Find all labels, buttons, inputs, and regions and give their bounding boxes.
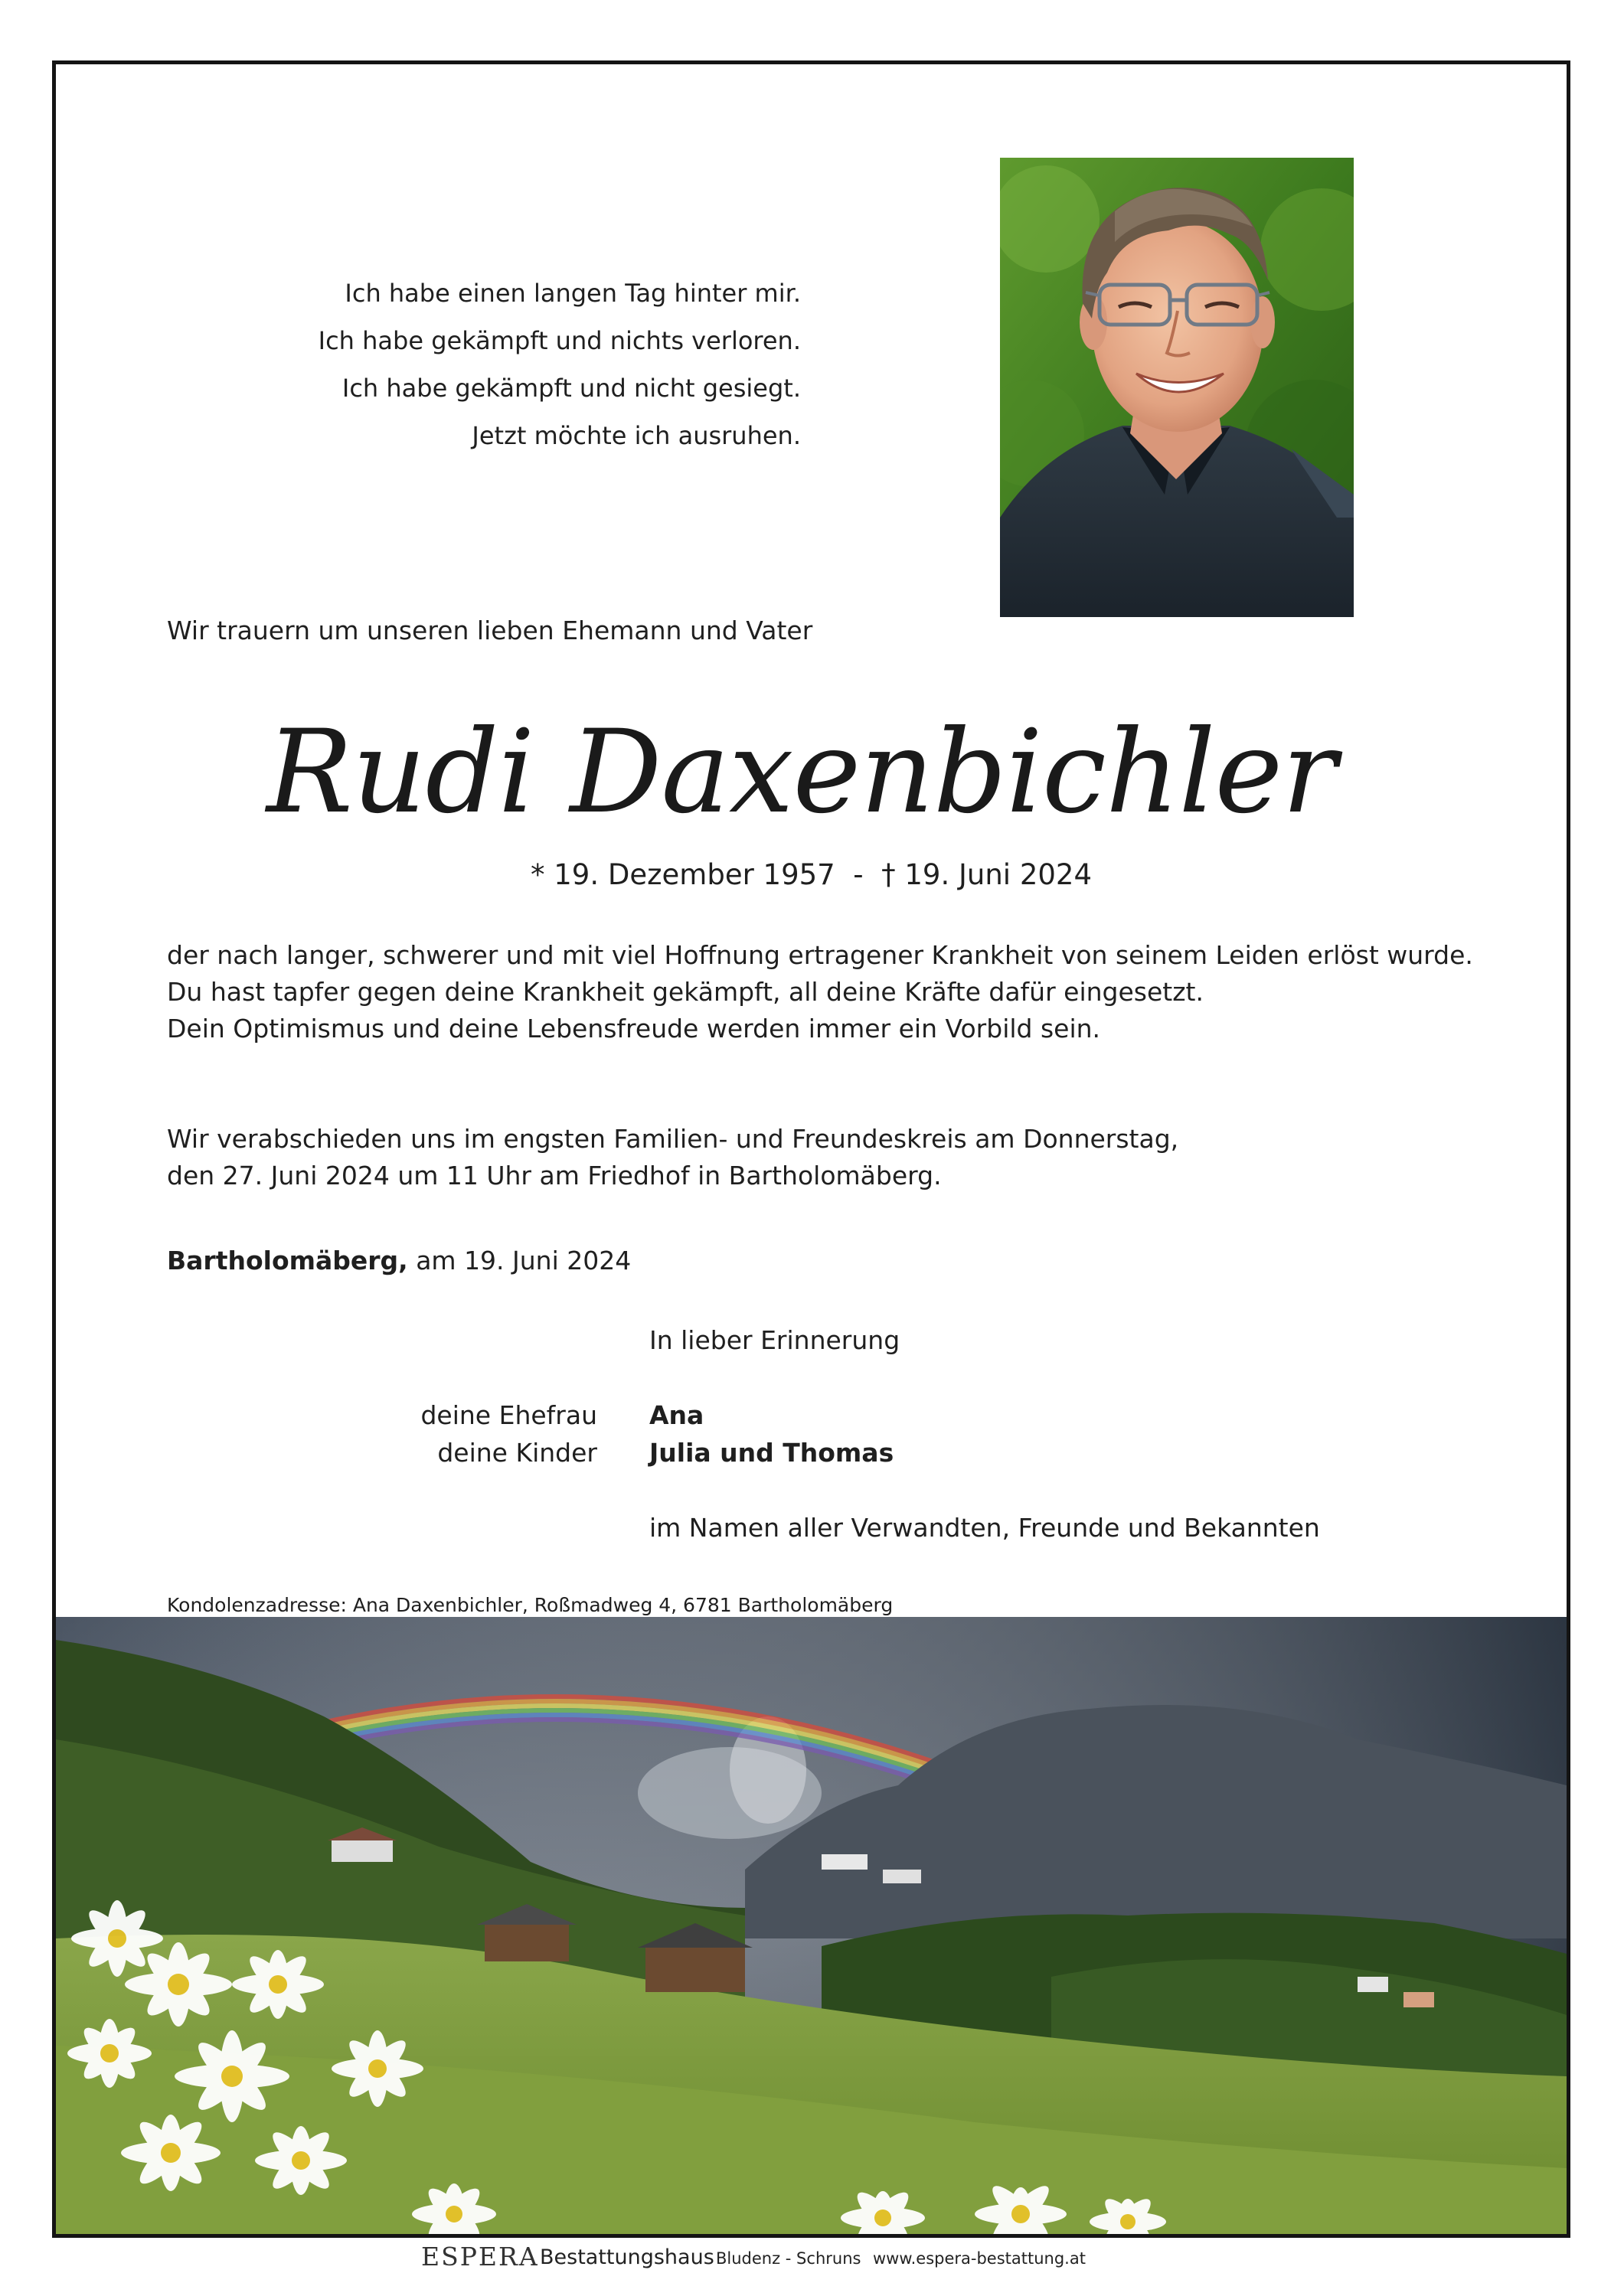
deceased-name: Rudi Daxenbichler [266, 706, 1336, 839]
paragraph-line: Du hast tapfer gegen deine Krankheit gekämpft, all deine Kräfte dafür eingesetzt. [167, 977, 1204, 1007]
family-note: im Namen aller Verwandten, Freunde und Bekannten [649, 1513, 1320, 1543]
place-date-line [167, 1246, 631, 1275]
relative-label-children: deine Kinder [437, 1438, 597, 1468]
brand-subtitle: Bestattungshaus [540, 2245, 714, 2269]
brand-website[interactable]: www.espera-bestattung.at [873, 2249, 1086, 2268]
poem-line: Ich habe gekämpft und nicht gesiegt. [341, 374, 801, 403]
relative-label-wife: deine Ehefrau [420, 1400, 597, 1430]
intro-line: Wir trauern um unseren lieben Ehemann und Vater [167, 616, 813, 645]
portrait-photo [1000, 158, 1354, 617]
brand-logo: ESPERA [421, 2242, 539, 2272]
paragraph-illness [167, 937, 1473, 1047]
relative-name-wife: Ana [649, 1400, 704, 1430]
footer [0, 2239, 1624, 2292]
relative-name-children: Julia und Thomas [649, 1438, 894, 1468]
paragraph-farewell [167, 1121, 1178, 1194]
life-dates: * 19. Dezember 1957 - † 19. Juni 2024 [530, 858, 1092, 891]
memory-line: In lieber Erinnerung [649, 1325, 900, 1355]
paragraph-line: der nach langer, schwerer und mit viel Hoffnung ertragener Krankheit von seinem Leiden erlöst wurde. [167, 940, 1473, 970]
paragraph-line: den 27. Juni 2024 um 11 Uhr am Friedhof in Bartholomäberg. [167, 1161, 942, 1190]
brand-locations: Bludenz - Schruns [716, 2249, 861, 2268]
paragraph-line: Dein Optimismus und deine Lebensfreude werden immer ein Vorbild sein. [167, 1014, 1101, 1043]
poem-line: Jetzt möchte ich ausruhen. [472, 421, 801, 450]
obituary-frame [52, 60, 1570, 2238]
condolence-address: Kondolenzadresse: Ana Daxenbichler, Roßmadweg 4, 6781 Bartholomäberg [167, 1594, 894, 1616]
poem-line: Ich habe einen langen Tag hinter mir. [345, 279, 801, 308]
paragraph-line: Wir verabschieden uns im engsten Familien- und Freundeskreis am Donnerstag, [167, 1124, 1179, 1154]
poem [319, 269, 801, 459]
place-town: Bartholomäberg, [167, 1246, 408, 1275]
poem-line: Ich habe gekämpft und nichts verloren. [318, 326, 801, 355]
place-date: am 19. Juni 2024 [407, 1246, 632, 1275]
landscape-photo [56, 1617, 1567, 2234]
